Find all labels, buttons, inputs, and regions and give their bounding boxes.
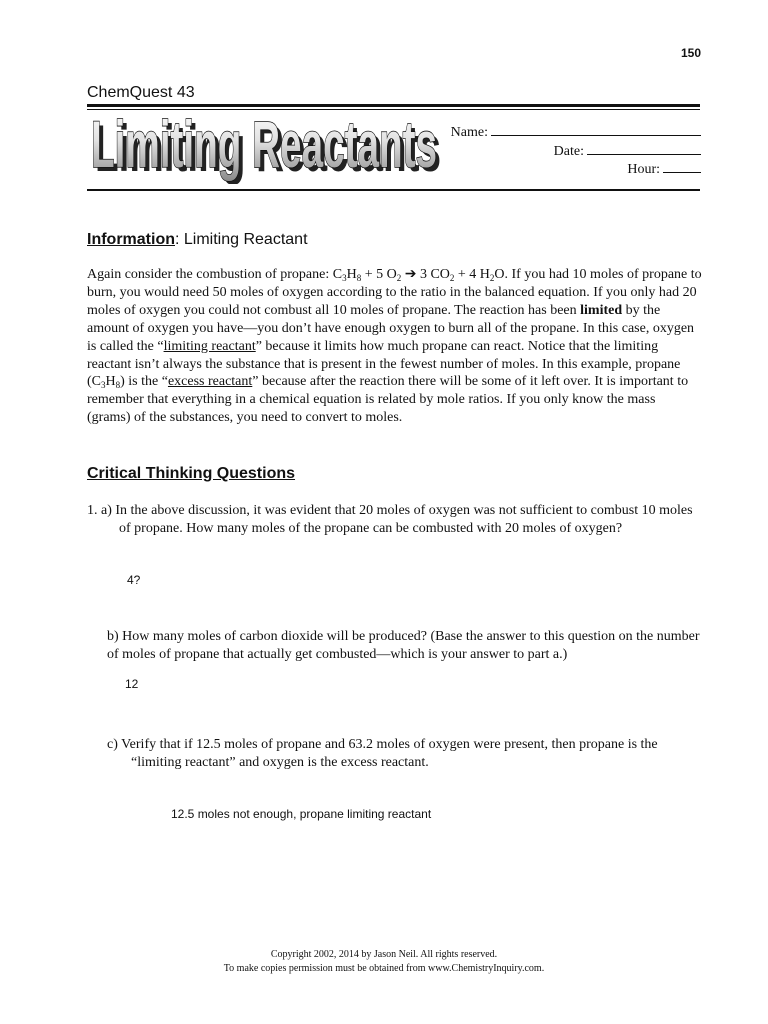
header-rule-thick bbox=[87, 104, 700, 107]
name-label: Name: bbox=[450, 125, 488, 140]
date-blank[interactable] bbox=[587, 141, 701, 155]
copyright-line: Copyright 2002, 2014 by Jason Neil. All rights reserved. bbox=[270, 949, 498, 960]
limiting-reactant-term: limiting reactant bbox=[163, 338, 256, 354]
date-label: Date: bbox=[553, 144, 584, 159]
question-1b: b) How many moles of carbon dioxide will be produced? (Base the answer to this question on the number of moles of propane that actually get combusted—which is your answer to part a.) bbox=[107, 629, 700, 662]
question-1c: c) Verify that if 12.5 moles of propane and 63.2 moles of oxygen were present, then propane is the “limiting reactant” and oxygen is the excess reactant. bbox=[107, 737, 658, 770]
hour-blank[interactable] bbox=[663, 159, 701, 173]
worksheet-title bbox=[90, 112, 446, 184]
title-graphic bbox=[90, 112, 446, 184]
limited-term: limited bbox=[580, 302, 623, 318]
excess-reactant-term: excess reactant bbox=[167, 374, 253, 390]
permission-line: To make copies permission must be obtained from www.ChemistryInquiry.com. bbox=[223, 963, 545, 974]
copyright-footer bbox=[0, 948, 768, 976]
information-heading bbox=[87, 231, 308, 249]
hour-label: Hour: bbox=[627, 162, 660, 177]
header-rule-thin bbox=[87, 109, 700, 110]
reaction-arrow: ➔ bbox=[401, 267, 420, 282]
title-shadow: Limiting Reactants bbox=[95, 112, 441, 184]
date-field[interactable] bbox=[554, 141, 701, 160]
critical-thinking-heading: Critical Thinking Questions bbox=[87, 465, 296, 482]
answer-1a[interactable]: 4? bbox=[127, 573, 141, 587]
name-blank[interactable] bbox=[491, 122, 701, 136]
information-paragraph: Again consider the combustion of propane: $C_3H_8 + 5$ $O_2$ ➔ 3 $CO_2 + 4$ $H_2O$. If you had 10 moles of propane to burn, you would need 50 moles of oxygen according to the ratio in the balanced equation. If you only had 20 moles of oxygen you could not combust all 10 moles of propane. The reaction has been limited by the amount of oxygen you have—you don’t have enough oxygen to burn all of the propane. In this case, oxygen is called the “limiting reactant” because it limits how much propane can react. Notice that the limiting reactant isn’t always the substance that is present in the fewest number of moles. In this example, propane $(C_3H_8)$ is the “excess reactant” because after the reaction there will be some of it left over. It is important to remember that everything in a chemical equation is related by mole ratios. If you only know the mass (grams) of the substances, you need to convert to moles. bbox=[87, 267, 702, 426]
name-field[interactable] bbox=[451, 122, 701, 141]
information-topic: : Limiting Reactant bbox=[175, 231, 308, 248]
answer-1c[interactable]: 12.5 moles not enough, propane limiting reactant bbox=[171, 807, 432, 821]
question-1a: 1. a) In the above discussion, it was evident that 20 moles of oxygen was not sufficient to combust 10 moles of propane. How many moles of the propane can be combusted with 20 moles of oxygen? bbox=[87, 503, 693, 536]
page-number: 150 bbox=[680, 46, 701, 60]
title-text: Limiting Reactants bbox=[91, 112, 437, 181]
series-label: ChemQuest 43 bbox=[87, 84, 195, 101]
information-keyword: Information bbox=[87, 231, 175, 248]
answer-1b[interactable]: 12 bbox=[125, 677, 139, 691]
header-rule-bottom bbox=[87, 189, 700, 191]
hour-field[interactable] bbox=[627, 159, 701, 178]
